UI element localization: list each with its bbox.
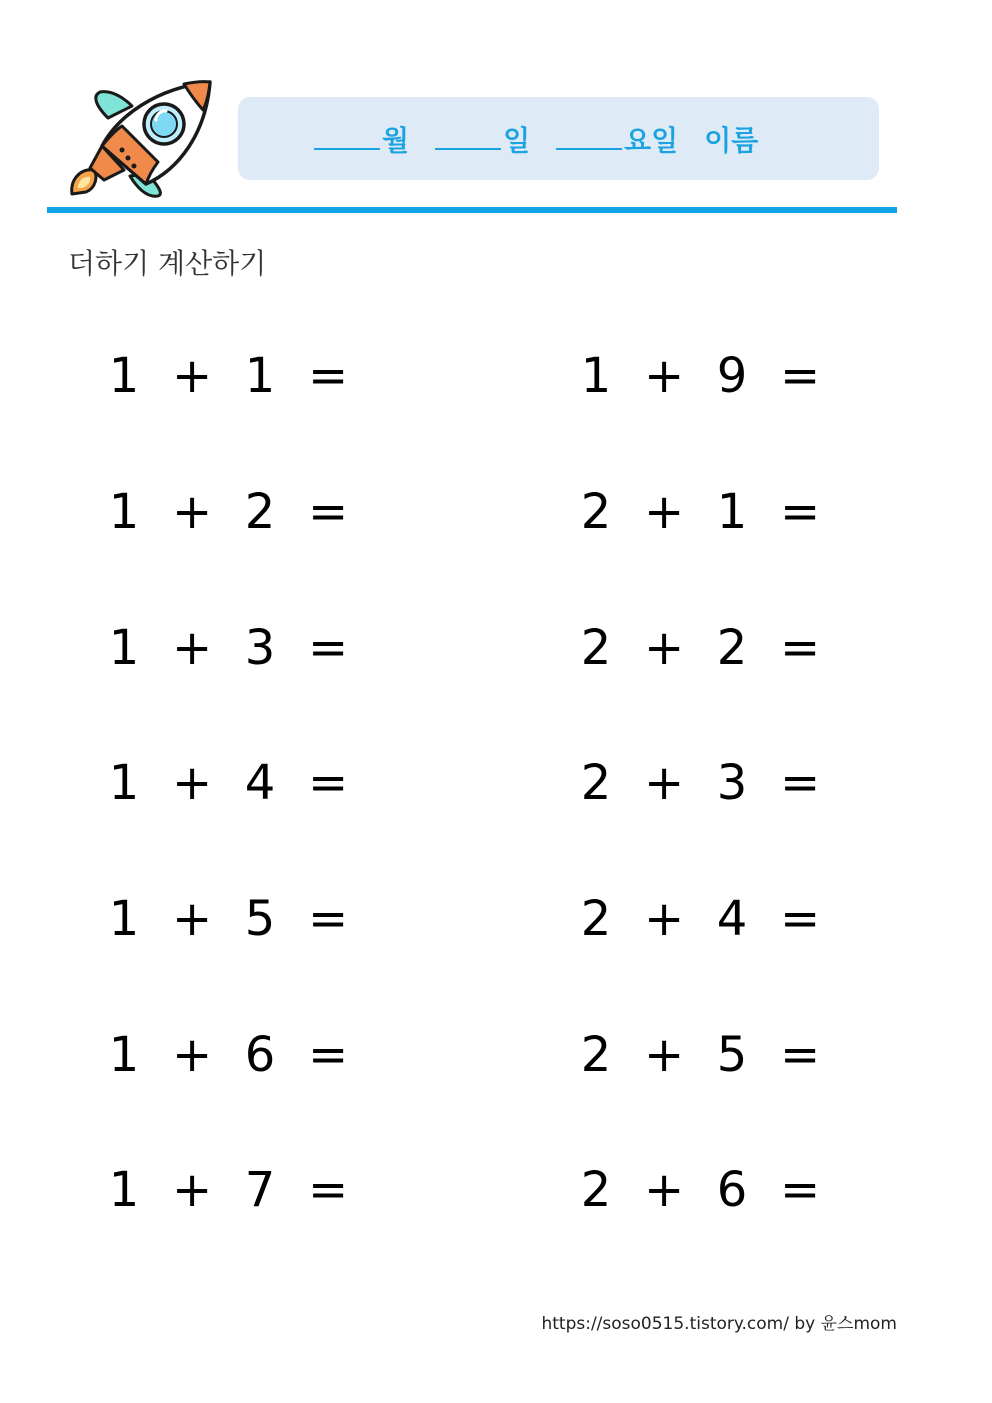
operand-a: 1: [108, 891, 140, 947]
operand-a: 1: [108, 1162, 140, 1218]
weekday-field[interactable]: [556, 119, 678, 159]
operator: +: [644, 348, 685, 404]
equals-sign: =: [308, 1162, 349, 1218]
equals-sign: =: [308, 484, 349, 540]
equals-sign: =: [780, 1027, 821, 1083]
operator: +: [172, 620, 213, 676]
operand-b: 4: [716, 891, 748, 947]
operator: +: [172, 348, 213, 404]
equals-sign: =: [780, 1162, 821, 1218]
operator: +: [644, 1162, 685, 1218]
operand-a: 1: [108, 1027, 140, 1083]
operator: +: [172, 755, 213, 811]
operand-b: 4: [244, 755, 276, 811]
operator: +: [172, 1162, 213, 1218]
equals-sign: =: [780, 755, 821, 811]
equals-sign: =: [780, 620, 821, 676]
operand-b: 5: [244, 891, 276, 947]
header-divider: [47, 207, 897, 213]
operand-a: 1: [108, 348, 140, 404]
operand-a: 1: [108, 755, 140, 811]
operand-a: 2: [580, 891, 612, 947]
operator: +: [172, 891, 213, 947]
operand-b: 6: [244, 1027, 276, 1083]
equals-sign: =: [308, 1027, 349, 1083]
month-label: 월: [382, 123, 410, 157]
rocket-icon: [66, 76, 220, 200]
equals-sign: =: [308, 348, 349, 404]
operator: +: [172, 1027, 213, 1083]
day-field[interactable]: [435, 119, 530, 159]
operand-b: 5: [716, 1027, 748, 1083]
operand-b: 7: [244, 1162, 276, 1218]
page-title: 더하기 계산하기: [68, 247, 267, 280]
operator: +: [172, 484, 213, 540]
month-field[interactable]: [314, 119, 409, 159]
operand-b: 1: [716, 484, 748, 540]
operator: +: [644, 891, 685, 947]
equals-sign: =: [780, 348, 821, 404]
equals-sign: =: [780, 484, 821, 540]
operand-b: 2: [716, 620, 748, 676]
operand-b: 3: [716, 755, 748, 811]
operand-b: 3: [244, 620, 276, 676]
header-info-box: [238, 97, 879, 180]
equals-sign: =: [308, 620, 349, 676]
operand-b: 6: [716, 1162, 748, 1218]
operand-b: 9: [716, 348, 748, 404]
operand-b: 2: [244, 484, 276, 540]
operand-a: 2: [580, 1162, 612, 1218]
operand-a: 1: [108, 484, 140, 540]
operand-a: 1: [108, 620, 140, 676]
operator: +: [644, 755, 685, 811]
operand-a: 2: [580, 620, 612, 676]
equals-sign: =: [308, 755, 349, 811]
day-blank[interactable]: [435, 124, 501, 150]
operator: +: [644, 1027, 685, 1083]
operand-a: 2: [580, 1027, 612, 1083]
month-blank[interactable]: [314, 124, 380, 150]
name-label: 이름: [704, 123, 759, 157]
weekday-blank[interactable]: [556, 124, 622, 150]
operand-a: 1: [580, 348, 612, 404]
operator: +: [644, 620, 685, 676]
operand-b: 1: [244, 348, 276, 404]
operand-a: 2: [580, 484, 612, 540]
weekday-label: 요일: [624, 123, 679, 157]
equals-sign: =: [780, 891, 821, 947]
operator: +: [644, 484, 685, 540]
operand-a: 2: [580, 755, 612, 811]
source-credit: https://soso0515.tistory.com/ by 윤스mom: [541, 1314, 897, 1334]
day-label: 일: [503, 123, 531, 157]
equals-sign: =: [308, 891, 349, 947]
